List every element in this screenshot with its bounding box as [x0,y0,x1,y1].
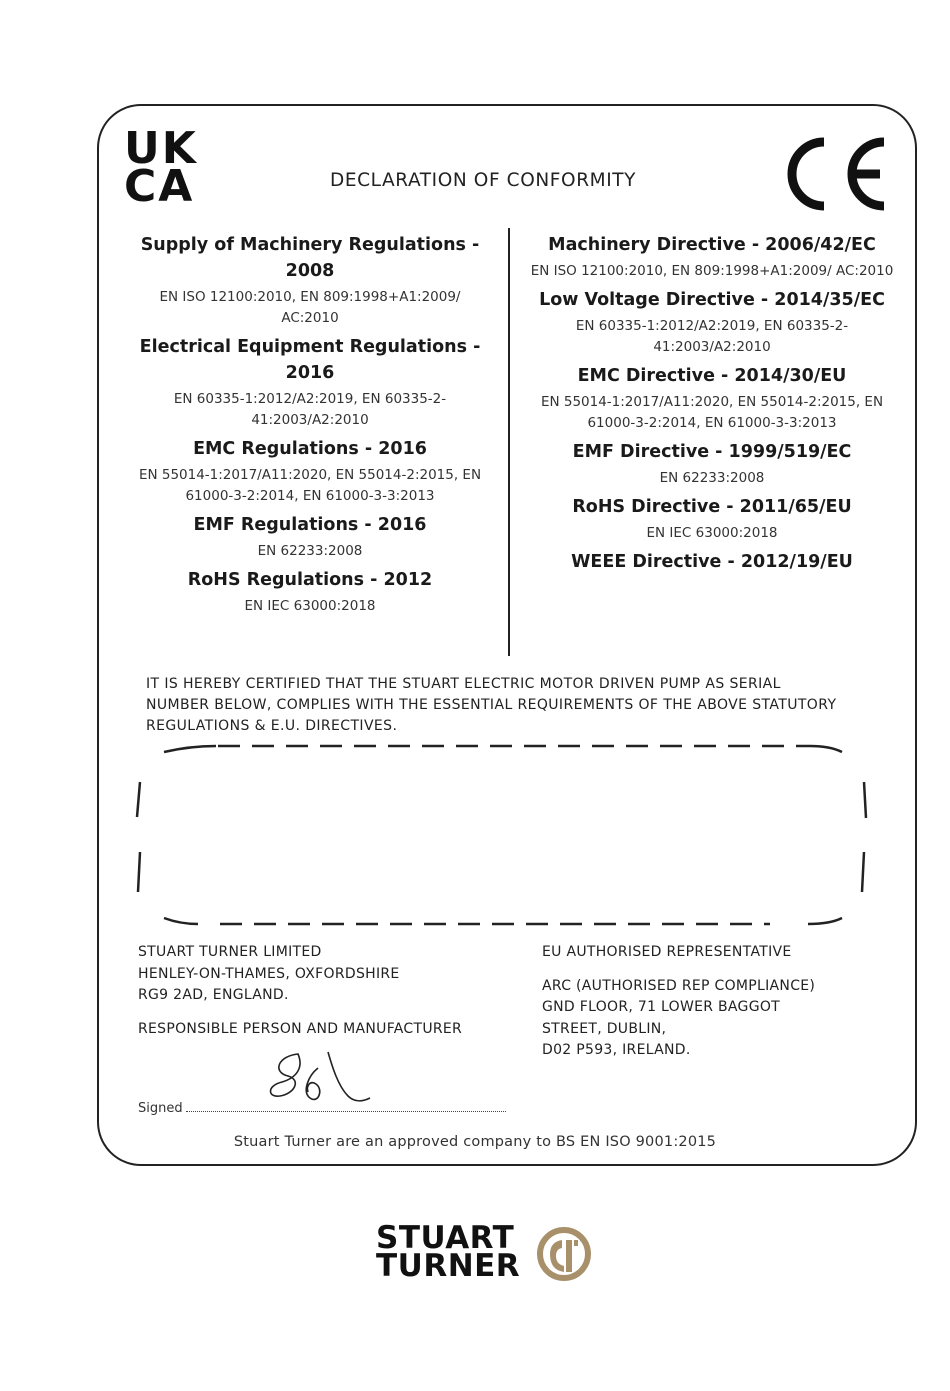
ukca-mark [124,123,198,212]
handwritten-signature [258,1046,378,1112]
regulation-heading: RoHS Regulations - 2012 [187,570,433,590]
serial-number-box[interactable] [130,742,875,928]
signed-label: Signed [138,1101,183,1116]
regulation-standards: EN ISO 12100:2010, EN 809:1998+A1:2009/ AC:2010 [159,289,461,326]
eu-rep-address-line: STREET, DUBLIN, [542,1020,667,1037]
directive-heading: WEEE Directive - 2012/19/EU [571,552,853,572]
regulation-standards: EN 60335-1:2012/A2:2019, EN 60335-2-41:2003/A2:2010 [173,391,447,428]
ukca-line2: CA [124,161,195,212]
regulation-standards: EN IEC 63000:2018 [244,598,376,614]
eu-rep-name: ARC (AUTHORISED REP COMPLIANCE) [542,977,816,994]
eu-representative-block [542,942,882,1062]
directive-heading: RoHS Directive - 2011/65/EU [572,497,852,517]
logo-emblem-icon [536,1226,592,1282]
regulation-standards: EN 62233:2008 [257,543,363,559]
logo-word-stuart: STUART [376,1220,515,1256]
directive-standards: EN 55014-1:2017/A11:2020, EN 55014-2:2015, EN 61000-3-2:2014, EN 61000-3-3:2013 [540,394,884,431]
manufacturer-role: RESPONSIBLE PERSON AND MANUFACTURER [138,1020,463,1037]
eu-directives-column [522,232,902,575]
directive-heading: Machinery Directive - 2006/42/EC [548,235,876,255]
regulation-heading: Electrical Equipment Regulations - 2016 [139,337,481,383]
logo-word-turner: TURNER [376,1248,521,1284]
manufacturer-name: STUART TURNER LIMITED [138,944,322,960]
directive-heading: Low Voltage Directive - 2014/35/EC [539,290,885,310]
regulation-heading: Supply of Machinery Regulations - 2008 [140,235,480,281]
stuart-turner-logo [376,1220,521,1284]
iso-statement: Stuart Turner are an approved company to BS EN ISO 9001:2015 [233,1134,717,1150]
document-title: DECLARATION OF CONFORMITY [330,170,637,191]
directive-standards: EN 62233:2008 [659,470,765,486]
eu-rep-address-line: GND FLOOR, 71 LOWER BAGGOT [542,999,781,1015]
signature-row [138,1046,518,1120]
manufacturer-block [138,942,518,1040]
ce-mark [780,132,895,216]
directive-heading: EMC Directive - 2014/30/EU [577,366,847,386]
manufacturer-address-line: HENLEY-ON-THAMES, OXFORDSHIRE [138,965,400,982]
directive-heading: EMF Directive - 1999/519/EC [572,442,852,462]
directive-standards: EN 60335-1:2012/A2:2019, EN 60335-2-41:2003/A2:2010 [575,318,849,355]
regulation-heading: EMC Regulations - 2016 [193,439,427,459]
uk-regulations-column [132,232,488,622]
column-divider [508,228,510,656]
manufacturer-address-line: RG9 2AD, ENGLAND. [138,987,289,1003]
eu-rep-address-line: D02 P593, IRELAND. [542,1042,691,1058]
certification-statement: IT IS HEREBY CERTIFIED THAT THE STUART ELECTRIC MOTOR DRIVEN PUMP AS SERIAL NUMBER BELOW, COMPLIES WITH THE ESSENTIAL REQUIREMENTS OF THE ABOVE STATUTORY REGULATIONS & E.U. DIRECTIVES. [146,676,837,734]
directive-standards: EN ISO 12100:2010, EN 809:1998+A1:2009/ AC:2010 [530,263,894,279]
directive-standards: EN IEC 63000:2018 [646,525,778,541]
ukca-line1: UK [124,123,198,174]
regulation-standards: EN 55014-1:2017/A11:2020, EN 55014-2:2015, EN 61000-3-2:2014, EN 61000-3-3:2013 [138,467,482,504]
eu-rep-title: EU AUTHORISED REPRESENTATIVE [542,944,792,960]
regulation-heading: EMF Regulations - 2016 [193,515,427,535]
